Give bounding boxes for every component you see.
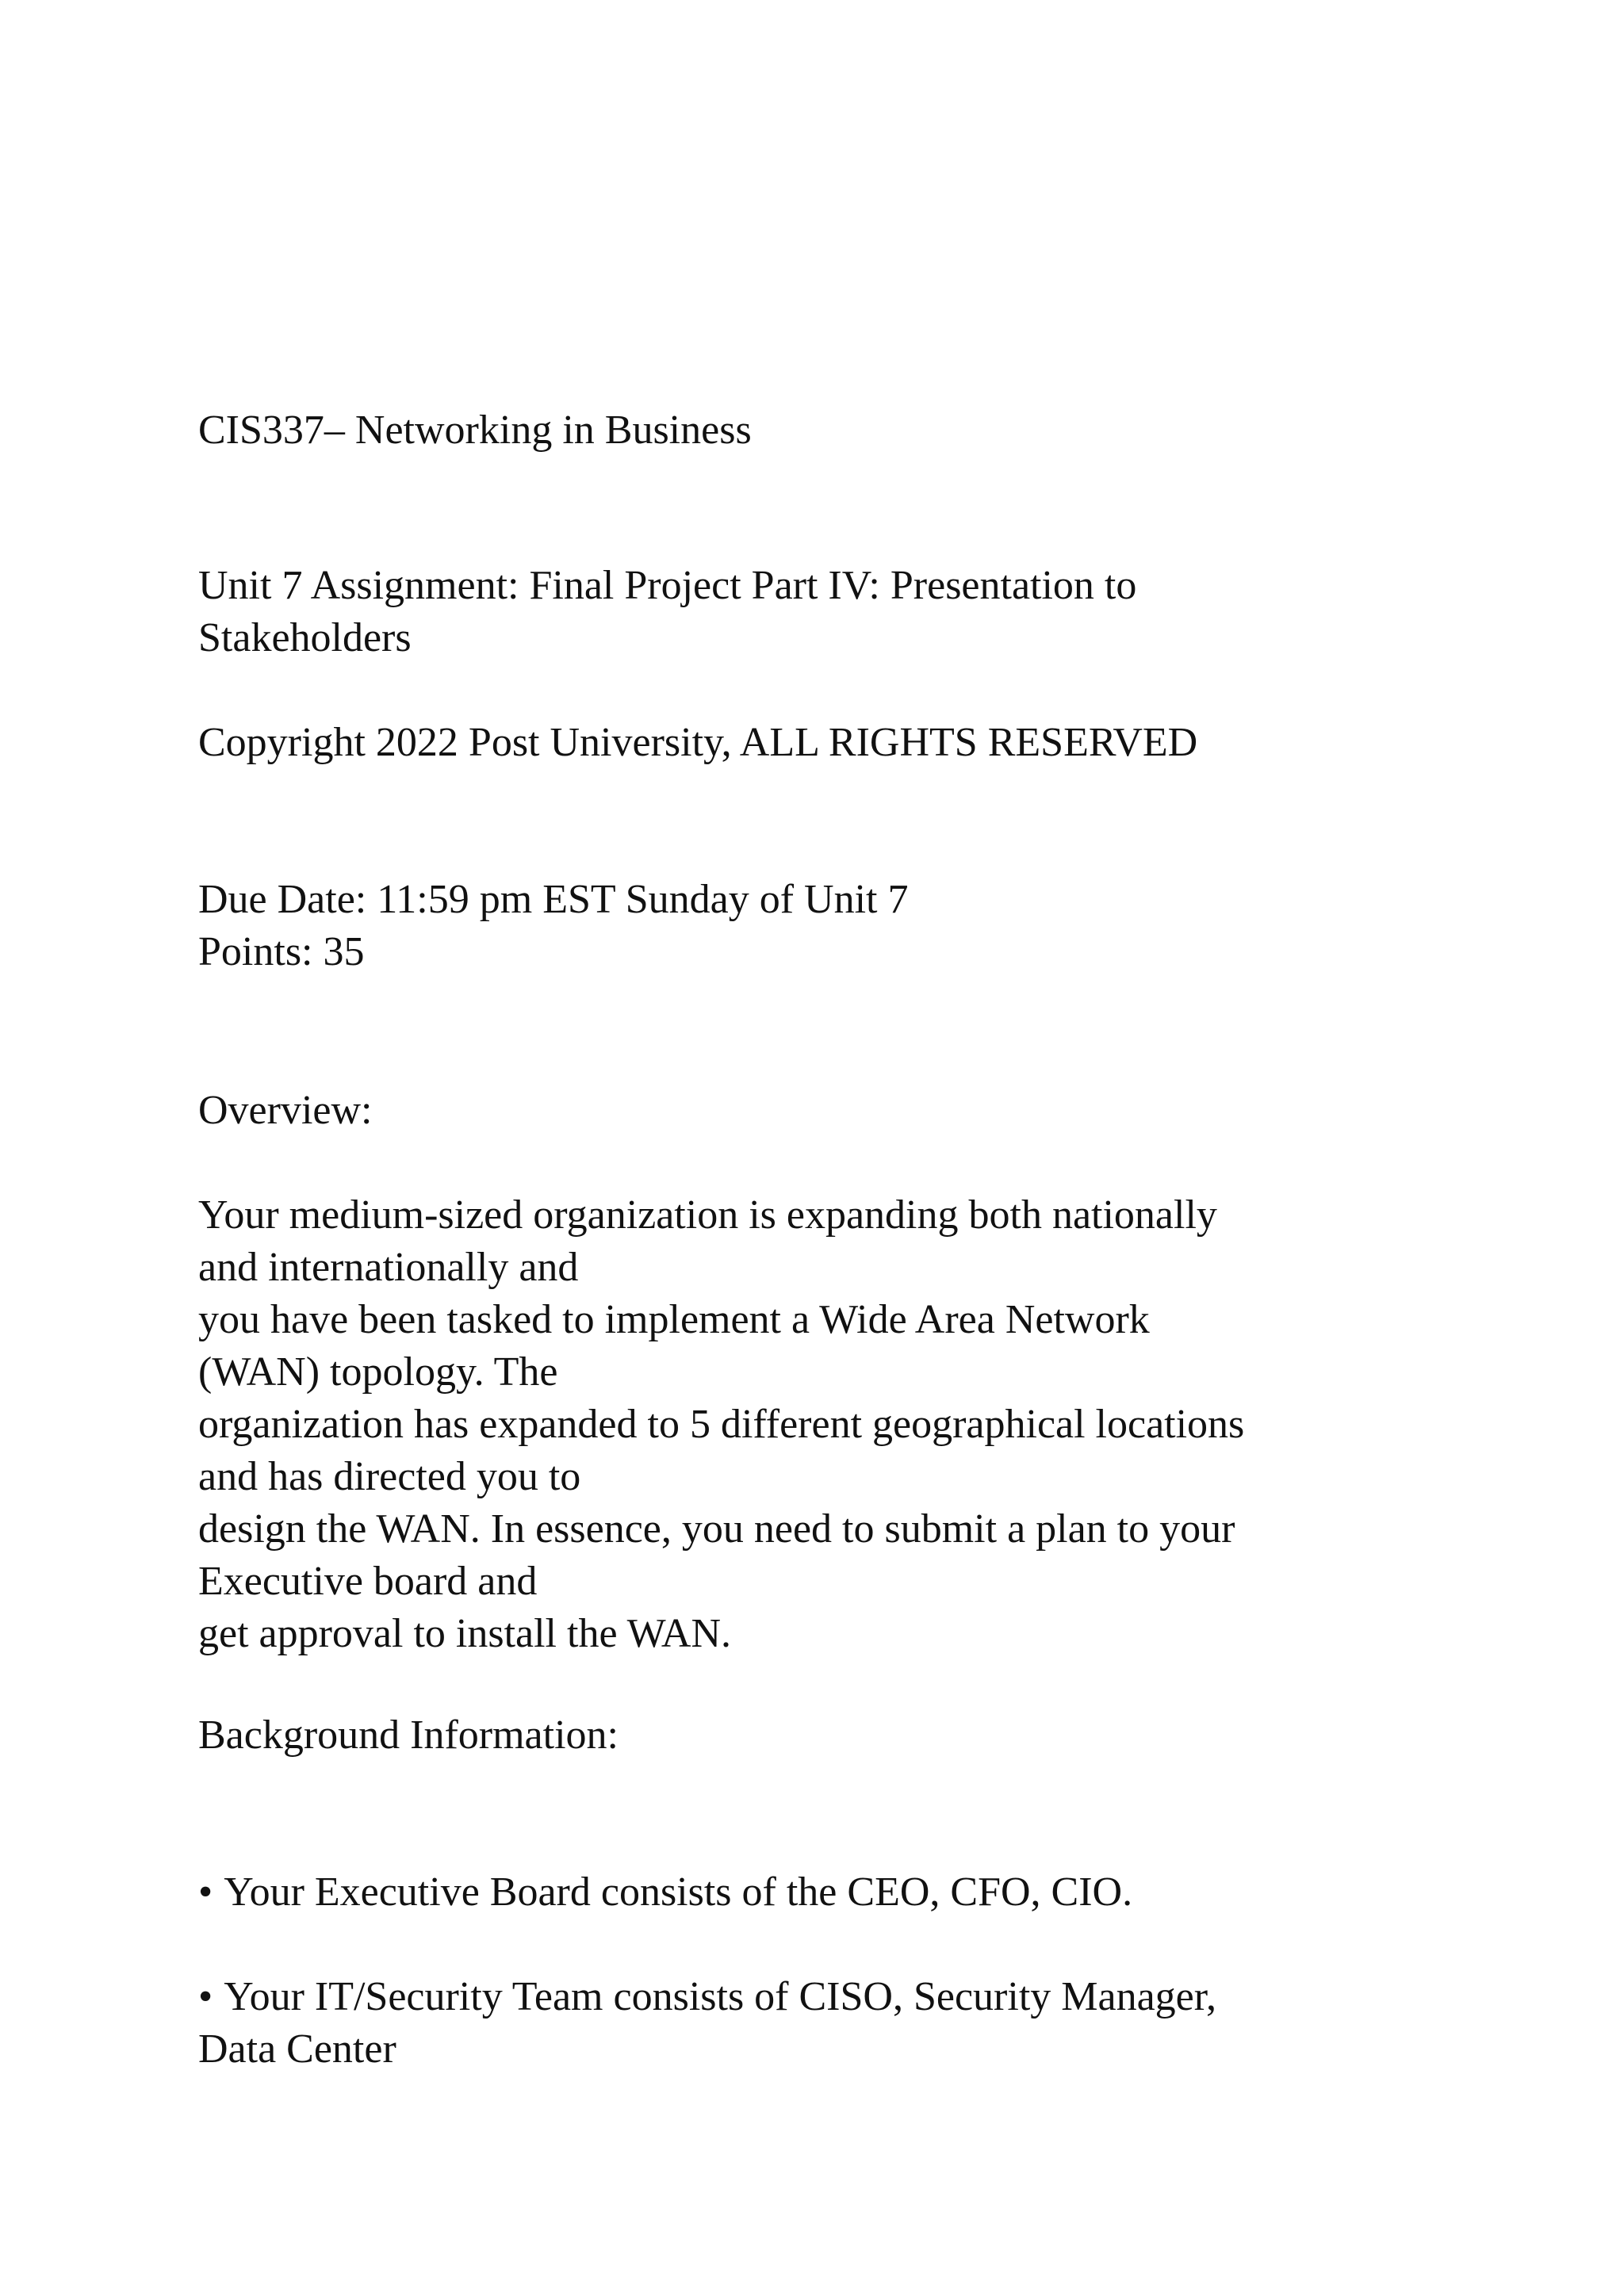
overview-line: Executive board and xyxy=(198,1559,538,1604)
overview-line: organization has expanded to 5 different geographical locations xyxy=(198,1402,1245,1447)
bullet-item xyxy=(198,1866,1546,1919)
background-heading xyxy=(198,1709,1546,1762)
due-date: Due Date: 11:59 pm EST Sunday of Unit 7 xyxy=(198,877,909,922)
bullet-item xyxy=(198,1971,1546,2076)
overview-heading xyxy=(198,1085,1546,1137)
overview-line: and internationally and xyxy=(198,1245,579,1290)
bullet-icon: • xyxy=(198,1869,213,1915)
course-title-text: CIS337– Networking in Business xyxy=(198,408,752,453)
overview-line: you have been tasked to implement a Wide Area Network xyxy=(198,1297,1150,1342)
due-info xyxy=(198,874,1546,978)
bullet-icon: • xyxy=(198,1974,213,2019)
overview-heading-text: Overview: xyxy=(198,1088,373,1133)
overview-line: get approval to install the WAN. xyxy=(198,1611,732,1656)
background-heading-text: Background Information: xyxy=(198,1712,619,1758)
bullet-text-continued: Data Center xyxy=(198,2026,396,2072)
overview-line: design the WAN. In essence, you need to submit a plan to your xyxy=(198,1506,1235,1552)
bullet-text: Your IT/Security Team consists of CISO, Security Manager, xyxy=(224,1974,1216,2019)
assignment-title xyxy=(198,560,1546,664)
copyright-text: Copyright 2022 Post University, ALL RIGHTS RESERVED xyxy=(198,720,1198,765)
overview-line: and has directed you to xyxy=(198,1454,581,1499)
assignment-title-line-1: Unit 7 Assignment: Final Project Part IV: Presentation to xyxy=(198,563,1137,608)
points: Points: 35 xyxy=(198,929,365,974)
assignment-title-line-2: Stakeholders xyxy=(198,615,412,660)
overview-paragraph xyxy=(198,1189,1546,1660)
course-title xyxy=(198,404,1546,457)
copyright-notice xyxy=(198,717,1546,769)
overview-line: (WAN) topology. The xyxy=(198,1349,558,1395)
overview-line: Your medium-sized organization is expanding both nationally xyxy=(198,1192,1217,1238)
bullet-text: Your Executive Board consists of the CEO, CFO, CIO. xyxy=(224,1869,1133,1915)
